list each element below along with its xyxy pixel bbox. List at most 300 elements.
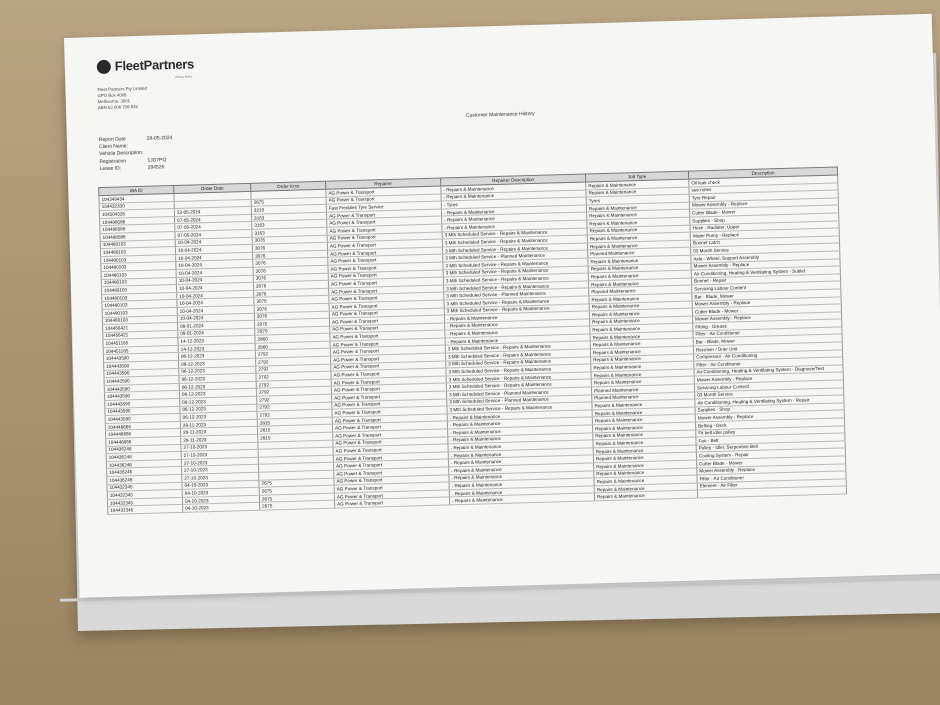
table-cell: AG Power & Transport	[330, 345, 445, 356]
meta-value: 284526	[147, 164, 165, 171]
table-cell: 104436246	[107, 467, 182, 477]
column-header-repairer-description: Repairer Description	[441, 174, 586, 186]
table-cell: Filter - Air Conditioner	[694, 357, 843, 369]
table-cell: 3 Mth Scheduled Service - Repairs & Maintenance	[445, 341, 590, 353]
table-cell: 10-04-2024	[177, 313, 254, 323]
table-cell: Oil leak check	[689, 175, 838, 187]
column-header-description: Description	[688, 167, 837, 179]
table-cell: 104480103	[101, 254, 176, 264]
table-cell: - Repairs & Maintenance	[442, 212, 587, 224]
table-cell: 06-12-2023	[179, 374, 256, 384]
table-cell: 104432345	[107, 482, 182, 492]
table-cell: Bonnet - Repair	[691, 274, 840, 286]
table-cell: 28-11-2023	[180, 419, 257, 429]
table-cell: 27-10-2023	[181, 442, 258, 452]
table-cell: 07-05-2024	[175, 214, 252, 224]
table-cell: 10-04-2024	[175, 237, 252, 247]
table-cell: Axle - Wheel, Support Assembly	[691, 251, 840, 263]
table-cell: Repairs & Maintenance	[594, 483, 697, 493]
table-cell: - Repairs & Maintenance	[448, 432, 593, 444]
table-cell: Repairs & Maintenance	[591, 376, 694, 386]
table-cell: 3 Mth Scheduled Service - Repairs & Maintenance	[442, 235, 587, 247]
table-cell: Planned Maintenance	[591, 384, 694, 394]
table-cell: 08-01-2024	[177, 320, 254, 330]
table-cell: Cutter Blade - Mower	[690, 205, 839, 217]
table-cell: AG Power & Transport	[333, 437, 448, 448]
table-cell: Repairs & Maintenance	[591, 369, 694, 379]
brand-tagline: driving fleets	[175, 74, 193, 79]
table-cell: Bar - Blade, Mower	[693, 334, 842, 346]
table-cell: 104436246	[106, 444, 181, 454]
table-cell: Fit belt idler pulley	[696, 425, 845, 437]
table-cell: 104456421	[103, 323, 178, 333]
table-cell: Fan - Belt	[696, 433, 845, 445]
table-cell: 10-04-2024	[177, 290, 254, 300]
table-cell: AG Power & Transport	[329, 307, 444, 318]
table-cell: 104436246	[106, 459, 181, 469]
table-cell: 10-04-2024	[176, 260, 253, 270]
table-cell: 2792	[257, 409, 332, 419]
table-cell: - Repairs & Maintenance	[445, 334, 590, 346]
table-cell: Repairs & Maintenance	[587, 217, 690, 227]
table-cell: 3 Mth Scheduled Service - Repairs & Maintenance	[442, 243, 587, 255]
table-cell: 14-12-2023	[178, 336, 255, 346]
table-cell: 104446666	[106, 436, 181, 446]
table-cell: AG Power & Transport	[328, 277, 443, 288]
table-cell: 2815	[257, 417, 332, 427]
table-cell: Repairs & Maintenance	[594, 460, 697, 470]
table-cell: Pulley - Idler, Serpentine Belt	[696, 441, 845, 453]
table-cell: 27-10-2023	[181, 457, 258, 467]
meta-row	[100, 164, 174, 173]
table-cell: Hose - Radiator, Upper	[690, 220, 839, 232]
table-cell: AG Power & Transport	[327, 239, 442, 250]
table-cell: 3076	[254, 303, 329, 313]
table-cell: 2792	[256, 371, 331, 381]
table-cell: - Repairs & Maintenance	[449, 486, 594, 498]
table-cell: 2675	[251, 197, 326, 207]
table-cell: Mower Assembly - Replace	[692, 296, 841, 308]
table-cell: Filter - Air Conditioner	[697, 471, 846, 483]
address-line: ABN 63 006 706 832	[97, 103, 138, 111]
column-header-order-kms: Order Kms	[251, 181, 326, 191]
table-cell: - Repairs & Maintenance	[447, 410, 592, 422]
table-cell: 104480103	[102, 300, 177, 310]
table-cell: 3 Mth Scheduled Service - Planned Maintenance	[447, 395, 592, 407]
table-cell: 104480103	[100, 247, 175, 257]
table-cell: Mower Assembly - Replace	[694, 372, 843, 384]
table-cell: AG Power & Transport	[326, 186, 441, 197]
table-cell: AG Power & Transport	[334, 482, 449, 493]
table-cell: 2792	[255, 349, 330, 359]
table-cell: 104432345	[108, 505, 183, 515]
table-cell: AG Power & Transport	[327, 232, 442, 243]
table-cell: 03 Month Service	[695, 387, 844, 399]
table-cell: 104443590	[104, 383, 179, 393]
table-cell: 2815	[258, 432, 333, 442]
table-cell: - Repairs & Maintenance	[448, 440, 593, 452]
table-cell: 104443590	[105, 398, 180, 408]
table-cell: 10-04-2024	[176, 267, 253, 277]
table-cell: 104436246	[106, 452, 181, 462]
table-cell: Filter - Air Conditioner	[693, 327, 842, 339]
table-cell: Repairs & Maintenance	[588, 255, 691, 265]
table-cell: 27-10-2023	[182, 472, 259, 482]
table-cell: 104436246	[107, 474, 182, 484]
table-cell: Bonnet Latch	[690, 236, 839, 248]
table-cell: Planned Maintenance	[588, 247, 691, 257]
table-cell: 28-11-2023	[181, 434, 258, 444]
table-cell: AG Power & Transport	[335, 497, 450, 508]
table-cell: AG Power & Transport	[330, 353, 445, 364]
table-cell: - Repairs & Maintenance	[449, 470, 594, 482]
table-cell: 3 Mth Scheduled Service - Repairs & Maintenance	[447, 402, 592, 414]
table-cell: 06-12-2023	[179, 366, 256, 376]
table-cell: 2970	[254, 318, 329, 328]
table-cell: Water Pump - Replace	[690, 228, 839, 240]
table-cell: Repairs & Maintenance	[587, 240, 690, 250]
table-cell: 3 Mth Scheduled Service - Repairs & Maintenance	[445, 349, 590, 361]
table-cell: 10-04-2024	[176, 252, 253, 262]
table-cell: 3076	[253, 250, 328, 260]
table-cell: 04-10-2023	[182, 495, 259, 505]
column-header-job-type: Job Type	[586, 171, 689, 182]
table-cell: AG Power & Transport	[326, 194, 441, 205]
table-cell: AG Power & Transport	[334, 474, 449, 485]
table-cell: 06-12-2023	[179, 389, 256, 399]
table-cell: 08-01-2024	[178, 328, 255, 338]
table-cell: AG Power & Transport	[328, 262, 443, 273]
table-cell: 104480103	[101, 277, 176, 287]
table-cell: Servicing Labour Content	[692, 281, 841, 293]
table-cell: Fast Freddies Tyre Service	[326, 201, 441, 212]
meta-key: Registration	[99, 157, 127, 165]
table-cell: 3 Mth Scheduled Service - Planned Maintenance	[443, 250, 588, 262]
meta-value: 28-05-2024	[146, 135, 173, 142]
table-cell: Mower Assembly - Replace	[697, 463, 846, 475]
table-cell: 3 Mth Scheduled Service - Planned Maintenance	[444, 288, 589, 300]
table-cell: Repairs & Maintenance	[587, 225, 690, 235]
table-cell: 104349434	[99, 193, 174, 203]
table-cell: 06-12-2023	[178, 351, 255, 361]
brand-logo	[97, 56, 195, 74]
table-cell: 2860	[255, 333, 330, 343]
table-cell: 06-12-2023	[180, 396, 257, 406]
address-line: Melbourne, 3001	[97, 98, 131, 105]
meta-key: Vehicle Description:	[99, 150, 144, 158]
maintenance-history-table	[98, 166, 847, 514]
table-cell: 3 Mth Scheduled Service - Repairs & Maintenance	[446, 379, 591, 391]
table-cell: 04-10-2023	[182, 487, 259, 497]
table-cell: AG Power & Transport	[333, 452, 448, 463]
table-cell: - Repairs & Maintenance	[444, 311, 589, 323]
address-line: GPO Box 4006	[97, 92, 127, 99]
table-cell: Cutter Blade - Mower	[697, 456, 846, 468]
table-cell: Bar - Blade, Mower	[692, 289, 841, 301]
table-cell: 2675	[259, 493, 334, 503]
table-cell: 2792	[256, 364, 331, 374]
table-cell: Repairs & Maintenance	[590, 316, 693, 326]
table-cell: Mower Assembly - Replace	[693, 312, 842, 324]
table-cell: AG Power & Transport	[328, 247, 443, 258]
column-header-wa-id: WA ID	[99, 185, 174, 195]
table-cell: 3076	[253, 273, 328, 283]
table-cell: AG Power & Transport	[331, 368, 446, 379]
table-cell: 10-04-2024	[176, 275, 253, 285]
table-cell: - Repairs & Maintenance	[448, 448, 593, 460]
table-cell: 10-04-2024	[176, 282, 253, 292]
fleetpartners-logo-icon	[97, 59, 111, 73]
table-cell: Repairs & Maintenance	[593, 437, 696, 447]
table-cell: 06-12-2023	[179, 381, 256, 391]
table-cell: Repairs & Maintenance	[586, 202, 689, 212]
table-cell: 23-05-2024	[174, 207, 251, 217]
table-cell: 2792	[256, 379, 331, 389]
table-cell: 3163	[252, 220, 327, 230]
table-cell: 104432330	[99, 201, 174, 211]
table-cell: AG Power & Transport	[334, 490, 449, 501]
table-cell: 3 Mth Scheduled Service - Repairs & Maintenance	[446, 372, 591, 384]
table-cell: Repairs & Maintenance	[591, 361, 694, 371]
table-cell: see notes	[689, 183, 838, 195]
table-cell: Cutter Blade - Mower	[692, 304, 841, 316]
document-title: Customer Maintenance History	[465, 110, 535, 119]
table-cell: 3210	[251, 204, 326, 214]
table-cell: 3 Mth Scheduled Service - Planned Maintenance	[447, 387, 592, 399]
table-cell: AG Power & Transport	[333, 429, 448, 440]
table-cell: 3 Mth Scheduled Service - Repairs & Maintenance	[443, 265, 588, 277]
table-cell: 3 Mth Scheduled Service - Repairs & Maintenance	[444, 296, 589, 308]
table-cell: AG Power & Transport	[330, 338, 445, 349]
table-cell: AG Power & Transport	[331, 383, 446, 394]
table-cell: 3 Mth Scheduled Service - Repairs & Maintenance	[444, 281, 589, 293]
table-cell: AG Power & Transport	[329, 315, 444, 326]
table-cell: Element - Air Filter	[697, 479, 846, 491]
table-cell: 2815	[257, 425, 332, 435]
meta-key: Lease ID:	[99, 165, 122, 172]
table-cell: Repairs & Maintenance	[587, 209, 690, 219]
table-cell: Planned Maintenance	[589, 285, 692, 295]
table-cell: - Repairs & Maintenance	[448, 455, 593, 467]
table-cell: 104443590	[104, 360, 179, 370]
meta-key: Client Name:	[98, 143, 129, 151]
table-cell: Repairs & Maintenance	[589, 293, 692, 303]
table-cell: 2675	[259, 478, 334, 488]
table-cell: Repairs & Maintenance	[589, 301, 692, 311]
table-cell: Repairs & Maintenance	[594, 475, 697, 485]
table-cell: Mower Assembly - Replace	[691, 258, 840, 270]
table-cell: - Repairs & Maintenance	[449, 478, 594, 490]
company-address	[97, 86, 147, 111]
table-cell: - Tyres	[441, 197, 586, 209]
meta-value: 1JD7PQ	[147, 156, 167, 164]
table-cell: AG Power & Transport	[332, 414, 447, 425]
table-cell: 2792	[257, 394, 332, 404]
table-cell: 104446666	[105, 421, 180, 431]
table-cell: Air Conditioning, Heating & Ventilating System - Sublet	[691, 266, 840, 278]
table-cell: 104451185	[103, 345, 178, 355]
table-cell: 07-05-2024	[175, 222, 252, 232]
table-cell: 104451185	[103, 338, 178, 348]
table-cell: 3 Mth Scheduled Service - Repairs & Maintenance	[443, 273, 588, 285]
table-cell: 3076	[253, 258, 328, 268]
table-cell: - Repairs & Maintenance	[441, 205, 586, 217]
brand-name: FleetPartners	[114, 56, 195, 74]
table-cell: 03 Month Service	[691, 243, 840, 255]
table-cell: 104443590	[105, 414, 180, 424]
table-cell: 3076	[254, 288, 329, 298]
table-cell: Mower Assembly - Replace	[695, 410, 844, 422]
table-cell: 3 Mth Scheduled Service - Repairs & Maintenance	[442, 228, 587, 240]
table-cell: 2675	[260, 500, 335, 510]
table-cell: Repairs & Maintenance	[590, 346, 693, 356]
table-cell: AG Power & Transport	[330, 330, 445, 341]
table-cell: Repairs & Maintenance	[588, 263, 691, 273]
table-cell: 27-10-2023	[182, 465, 259, 475]
table-cell: 10-04-2024	[177, 305, 254, 315]
table-cell: 2970	[255, 326, 330, 336]
table-cell: 104480103	[101, 285, 176, 295]
table-cell: Repairs & Maintenance	[593, 430, 696, 440]
table-cell: AG Power & Transport	[331, 376, 446, 387]
table-cell: Repairs & Maintenance	[590, 323, 693, 333]
table-cell: 2675	[259, 485, 334, 495]
table-cell: Repairs & Maintenance	[594, 468, 697, 478]
table-cell: Planned Maintenance	[592, 392, 695, 402]
table-cell: Cooling System - Repair	[696, 448, 845, 460]
table-cell: 104480103	[100, 239, 175, 249]
table-cell: AG Power & Transport	[329, 292, 444, 303]
table-cell: 104443590	[105, 406, 180, 416]
table-cell: 3076	[254, 296, 329, 306]
table-cell: AG Power & Transport	[332, 399, 447, 410]
table-cell: 2792	[256, 387, 331, 397]
table-cell: - Repairs & Maintenance	[441, 190, 586, 202]
table-cell: Tyres	[586, 194, 689, 204]
table-cell: - Repairs & Maintenance	[445, 319, 590, 331]
table-cell: - Repairs & Maintenance	[449, 463, 594, 475]
column-header-repairer: Repairer	[326, 178, 441, 189]
table-cell: Compressor - Air Conditioning	[694, 350, 843, 362]
table-cell: Repairs & Maintenance	[587, 232, 690, 242]
meta-key: Report Date	[98, 136, 126, 144]
table-cell: Fitting - Grease	[693, 319, 842, 331]
table-cell: AG Power & Transport	[327, 224, 442, 235]
table-cell: Servicing Labour Content	[694, 380, 843, 392]
table-cell: AG Power & Transport	[326, 209, 441, 220]
table-cell: Repairs & Maintenance	[593, 422, 696, 432]
table-cell: Repairs & Maintenance	[592, 399, 695, 409]
table-cell: 2792	[257, 402, 332, 412]
table-cell: 3 Mth Scheduled Service - Repairs & Maintenance	[444, 303, 589, 315]
table-cell: 06-12-2023	[180, 411, 257, 421]
table-cell: Supplies - Shop	[695, 403, 844, 415]
table-cell: 06-12-2023	[179, 358, 256, 368]
table-cell: 104432345	[107, 490, 182, 500]
table-cell: 104432345	[107, 497, 182, 507]
table-cell: 10-04-2024	[177, 298, 254, 308]
table-cell: 2792	[256, 356, 331, 366]
table-cell: 3163	[251, 212, 326, 222]
table-cell: 104480103	[102, 315, 177, 325]
table-cell: Repairs & Maintenance	[589, 308, 692, 318]
table-cell: Supplies - Shop	[690, 213, 839, 225]
address-line: Fleet Partners Pty Limited	[97, 85, 147, 93]
table-cell: AG Power & Transport	[329, 285, 444, 296]
table-cell: AG Power & Transport	[329, 300, 444, 311]
table-cell: 2860	[255, 341, 330, 351]
table-cell: 10-04-2024	[175, 244, 252, 254]
table-cell: 104480103	[101, 262, 176, 272]
table-cell: 104498586	[100, 216, 175, 226]
table-cell: AG Power & Transport	[327, 216, 442, 227]
table-cell: 3076	[252, 242, 327, 252]
table-cell: 3163	[252, 227, 327, 237]
table-cell: 07-05-2024	[175, 229, 252, 239]
table-cell: AG Power & Transport	[331, 361, 446, 372]
table-cell: 104443590	[104, 376, 179, 386]
table-cell: - Repairs & Maintenance	[448, 425, 593, 437]
table-cell: Repairs & Maintenance	[588, 278, 691, 288]
column-header-order-date: Order Date	[174, 183, 251, 193]
table-cell: Repairs & Maintenance	[592, 407, 695, 417]
table-cell: Air Conditioning, Heating & Ventilating System - Repair	[695, 395, 844, 407]
table-cell: 28-11-2023	[180, 427, 257, 437]
table-cell: AG Power & Transport	[333, 444, 448, 455]
table-cell: 104443590	[104, 368, 179, 378]
table-cell: 104504328	[99, 209, 174, 219]
table-cell: 104480103	[102, 307, 177, 317]
table-cell: 27-10-2023	[181, 449, 258, 459]
table-cell: 104480103	[101, 269, 176, 279]
table-cell: 104443590	[104, 391, 179, 401]
table-cell: 104446666	[105, 429, 180, 439]
table-cell: Repairs & Maintenance	[590, 331, 693, 341]
table-cell: 3076	[252, 235, 327, 245]
table-cell: Mower Assembly - Replace	[689, 198, 838, 210]
table-cell: AG Power & Transport	[328, 254, 443, 265]
table-cell: 3076	[254, 311, 329, 321]
table-cell: 04-10-2023	[183, 503, 260, 513]
table-cell: 3076	[253, 280, 328, 290]
document-page	[64, 14, 940, 598]
table-cell: AG Power & Transport	[334, 467, 449, 478]
table-cell: AG Power & Transport	[333, 459, 448, 470]
table-cell: Repairs & Maintenance	[586, 187, 689, 197]
table-cell: Repairs & Maintenance	[586, 179, 689, 189]
table-cell: 3076	[253, 265, 328, 275]
table-cell: 06-12-2023	[180, 404, 257, 414]
table-cell: Repairs & Maintenance	[594, 490, 697, 500]
table-cell: - Repairs & Maintenance	[441, 182, 586, 194]
table-cell: 3 Mth Scheduled Service - Repairs & Maintenance	[446, 357, 591, 369]
report-meta	[99, 135, 174, 173]
table-cell: Repairs & Maintenance	[593, 445, 696, 455]
table-cell: 04-10-2023	[182, 480, 259, 490]
table-cell: Repairs & Maintenance	[591, 354, 694, 364]
table-cell: Receiver / Drier Unit	[693, 342, 842, 354]
table-cell: AG Power & Transport	[332, 421, 447, 432]
table-cell: 104456421	[103, 330, 178, 340]
table-cell: 3 Mth Scheduled Service - Repairs & Maintenance	[446, 364, 591, 376]
table-cell: - Repairs & Maintenance	[442, 220, 587, 232]
table-cell: Repairs & Maintenance	[590, 339, 693, 349]
table-cell: Repairs & Maintenance	[588, 270, 691, 280]
table-cell: Belting - Deck	[695, 418, 844, 430]
table-cell: 104498586	[100, 231, 175, 241]
table-cell: 104443590	[103, 353, 178, 363]
table-cell: 14-12-2023	[178, 343, 255, 353]
